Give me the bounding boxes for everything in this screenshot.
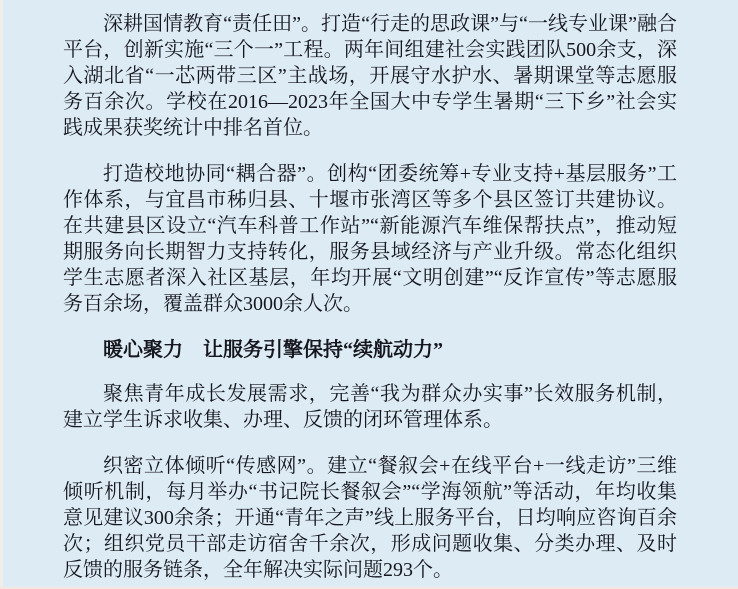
paragraph-national-education: 深耕国情教育“责任田”。打造“行走的思政课”与“一线专业课”融合平台，创新实施“三个一”工程。两年间组建社会实践团队500余支，深入湖北省“一芯两带三区”主战场，开展守水护水、暑期课堂等志愿服务百余次。学校在2016—2023年全国大中专学生暑期“三下乡”社会实践成果获奖统计中排名首位。 bbox=[63, 13, 677, 139]
paragraph-listening-network: 织密立体倾听“传感网”。建立“餐叙会+在线平台+一线走访”三维倾听机制，每月举办“书记院长餐叙会”“学海领航”等活动，年均收集意见建议300余条；开通“青年之声”线上服务平台，日均响应咨询百余次；组织党员干部走访宿舍千余次，形成问题收集、分类办理、及时反馈的服务链条，全年解决实际问题293个。 bbox=[63, 455, 677, 581]
paragraph-youth-service-mechanism: 聚焦青年成长发展需求，完善“我为群众办实事”长效服务机制，建立学生诉求收集、办理、反馈的闭环管理体系。 bbox=[63, 383, 677, 431]
document-content bbox=[63, 11, 677, 583]
section-heading: 暖心聚力 让服务引擎保持“续航动力” bbox=[103, 339, 443, 361]
paragraph-school-local-cooperation: 打造校地协同“耦合器”。创构“团委统筹+专业支持+基层服务”工作体系，与宜昌市秭归县、十堰市张湾区等多个县区签订共建协议。在共建县区设立“汽车科普工作站”“新能源汽车维保帮扶点”，推动短期服务向长期智力支持转化，服务县域经济与产业升级。常态化组织学生志愿者深入社区基层，年均开展“文明创建”“反诈宣传”等志愿服务百余场，覆盖群众3000余人次。 bbox=[63, 163, 677, 315]
page-left-edge bbox=[0, 0, 3, 589]
